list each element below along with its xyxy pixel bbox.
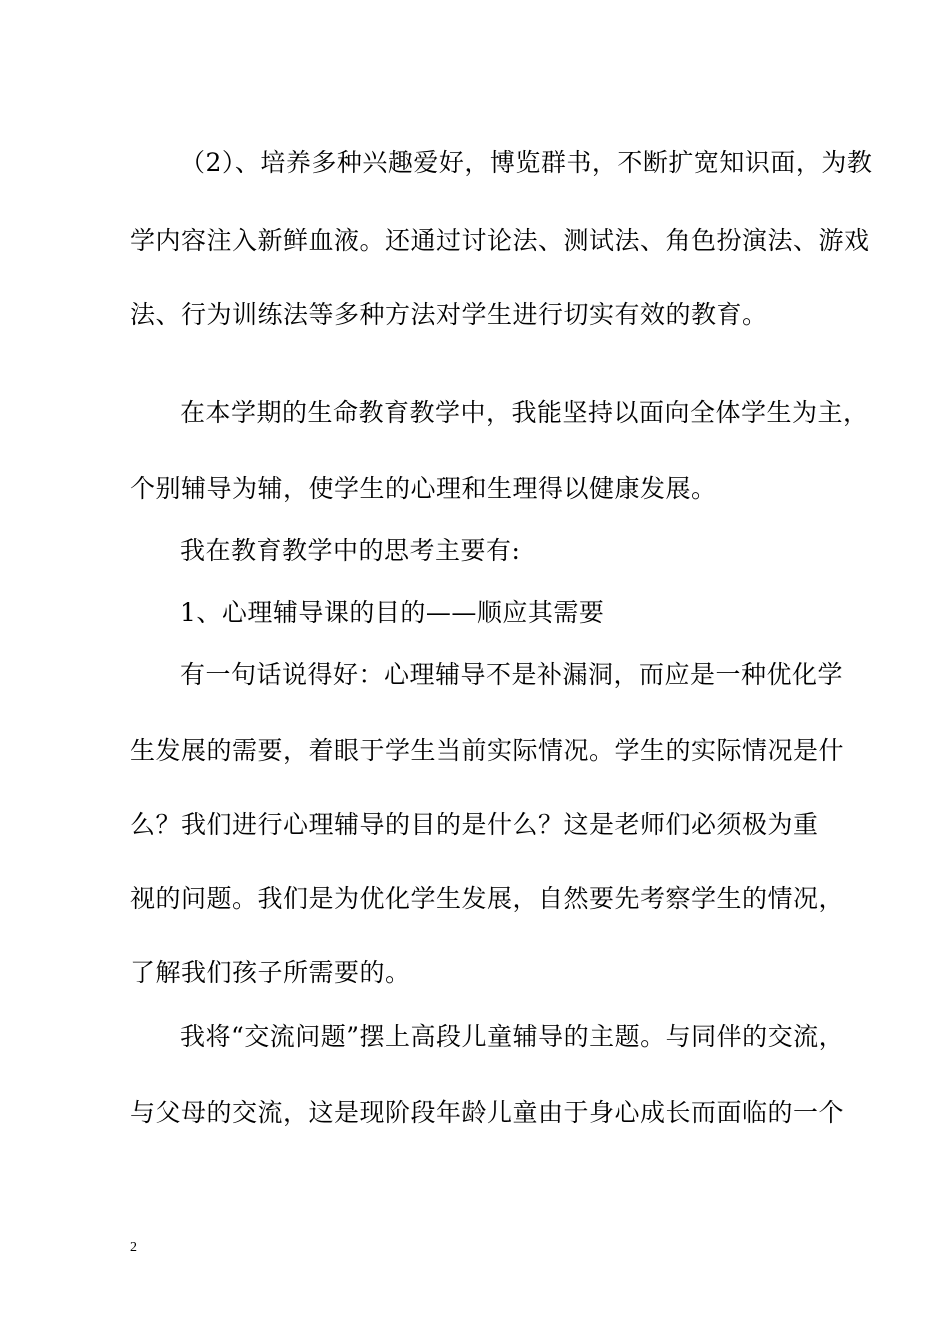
section-heading: 1、心理辅导课的目的——顺应其需要 <box>180 598 605 627</box>
paragraph-line: 与父母的交流，这是现阶段年龄儿童由于身心成长而面临的一个 <box>130 1098 845 1127</box>
paragraph-line: （2）、培养多种兴趣爱好，博览群书，不断扩宽知识面，为教 <box>180 148 873 177</box>
paragraph-line: 么？我们进行心理辅导的目的是什么？这是老师们必须极为重 <box>130 810 819 839</box>
paragraph-line: 我将“交流问题”摆上高段儿童辅导的主题。与同伴的交流， <box>180 1022 845 1051</box>
paragraph-line: 在本学期的生命教育教学中，我能坚持以面向全体学生为主， <box>180 398 869 427</box>
paragraph-line: 个别辅导为辅，使学生的心理和生理得以健康发展。 <box>130 474 717 503</box>
paragraph-line: 有一句话说得好：心理辅导不是补漏洞，而应是一种优化学 <box>180 660 844 689</box>
page-number: 2 <box>130 1240 137 1255</box>
paragraph-line: 学内容注入新鲜血液。还通过讨论法、测试法、角色扮演法、游戏 <box>130 226 870 255</box>
paragraph-line: 法、行为训练法等多种方法对学生进行切实有效的教育。 <box>130 300 768 329</box>
paragraph-line: 了解我们孩子所需要的。 <box>130 958 411 987</box>
paragraph-line: 视的问题。我们是为优化学生发展，自然要先考察学生的情况， <box>130 884 845 913</box>
paragraph-line: 生发展的需要，着眼于学生当前实际情况。学生的实际情况是什 <box>130 736 845 765</box>
paragraph-line: 我在教育教学中的思考主要有: <box>180 536 521 565</box>
